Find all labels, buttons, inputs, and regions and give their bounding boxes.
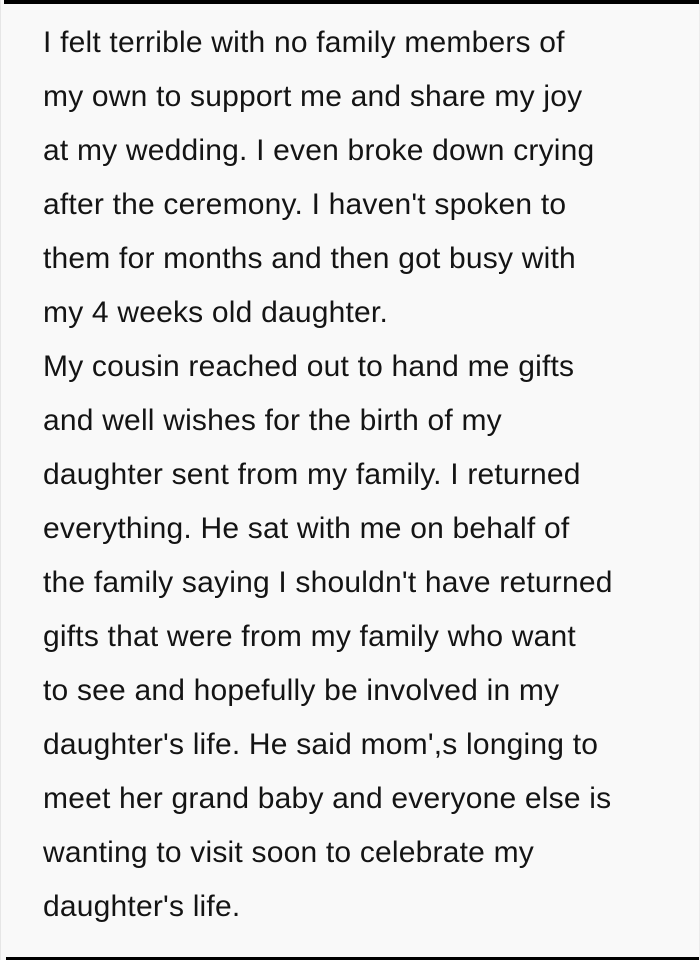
text-line: daughter sent from my family. I returned (43, 458, 581, 491)
text-line: gifts that were from my family who want (43, 620, 576, 653)
text-line: to see and hopefully be involved in my (43, 674, 560, 707)
text-line: daughter's life. (43, 890, 241, 923)
text-line: at my wedding. I even broke down crying (43, 134, 595, 167)
text-line: my 4 weeks old daughter. (43, 296, 388, 329)
text-line: I felt terrible with no family members of (43, 26, 565, 59)
post-text (43, 16, 679, 934)
top-border-bar (4, 0, 699, 4)
text-line: My cousin reached out to hand me gifts (43, 350, 575, 383)
text-line: and well wishes for the birth of my (43, 404, 502, 437)
text-line: daughter's life. He said mom',s longing to (43, 728, 599, 761)
text-line: everything. He sat with me on behalf of (43, 512, 570, 545)
text-line: after the ceremony. I haven't spoken to (43, 188, 567, 221)
text-line: the family saying I shouldn't have returned (43, 566, 613, 599)
text-line: wanting to visit soon to celebrate my (43, 836, 534, 869)
text-line: meet her grand baby and everyone else is (43, 782, 612, 815)
text-line: my own to support me and share my joy (43, 80, 583, 113)
text-line: them for months and then got busy with (43, 242, 576, 275)
